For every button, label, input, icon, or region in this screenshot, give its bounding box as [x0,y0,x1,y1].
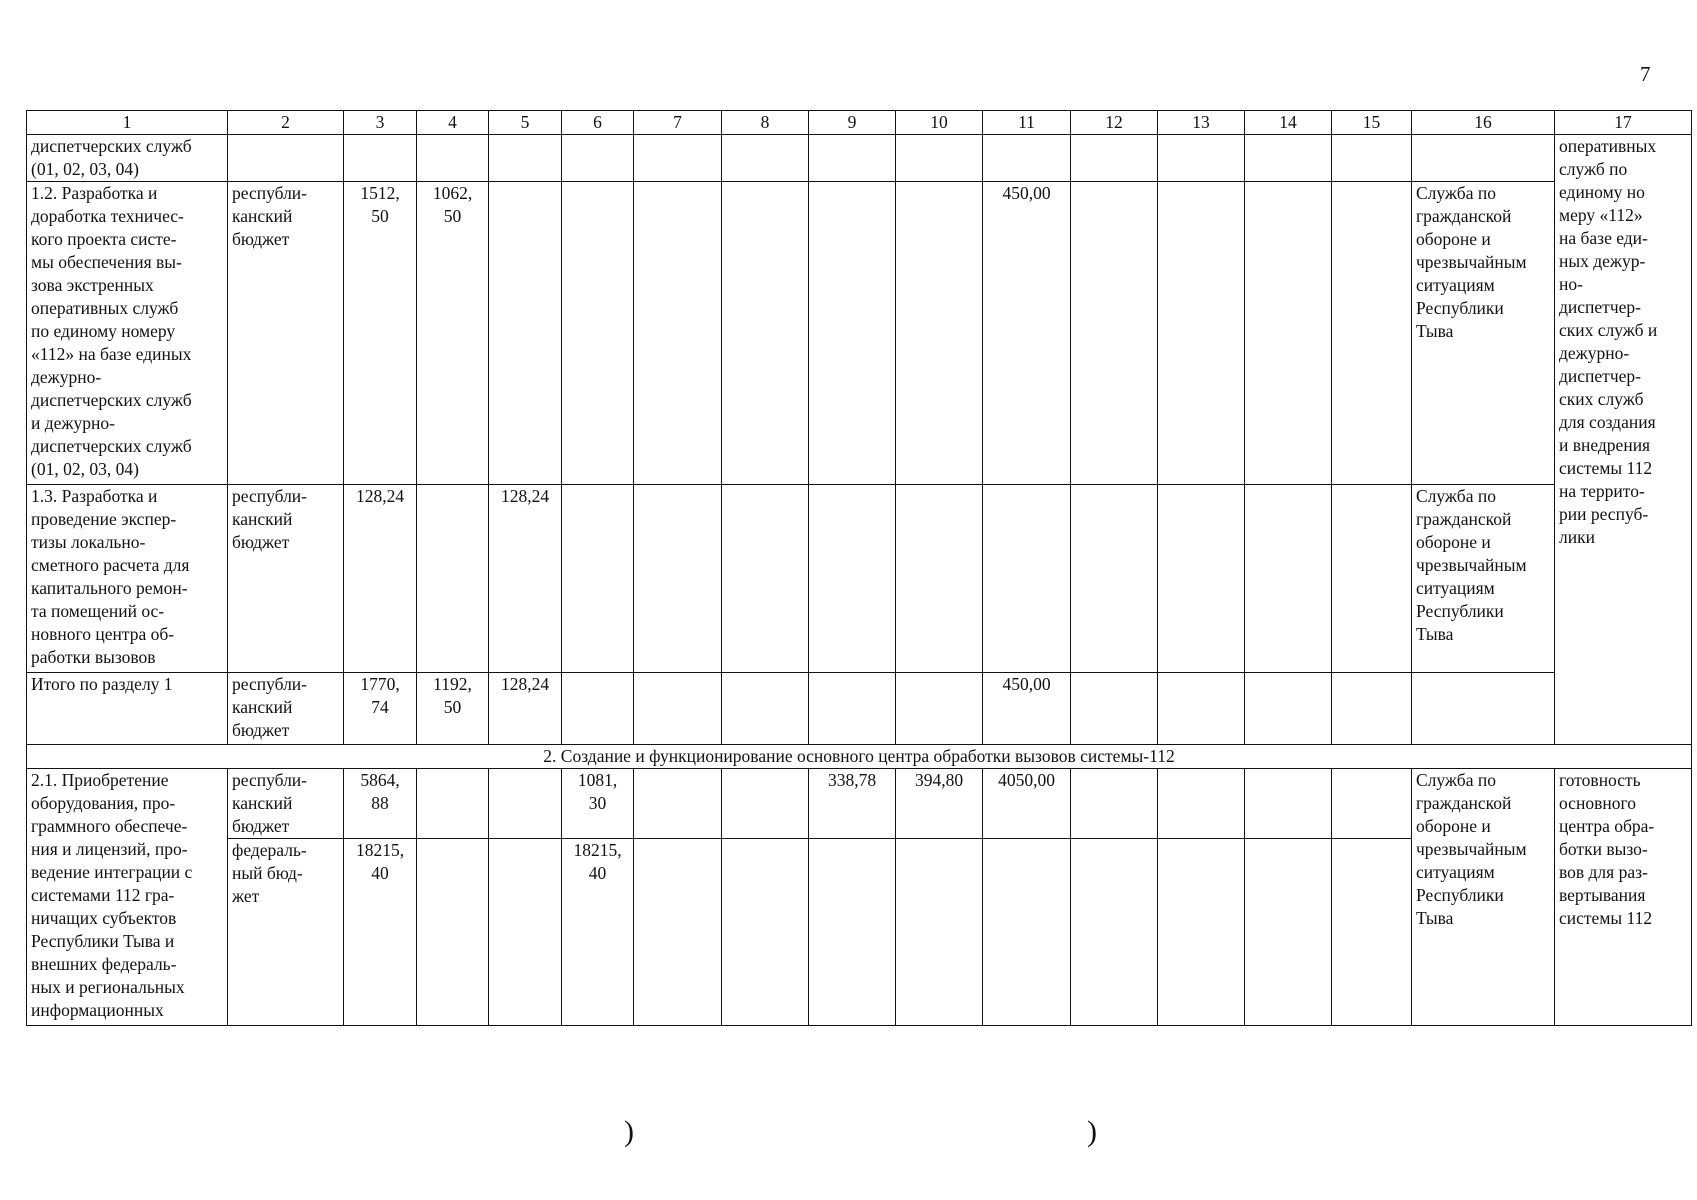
column-number-row [27,111,1692,135]
table-cell [344,135,417,182]
table-cell [562,673,634,745]
table-cell [809,673,896,745]
table-cell [722,839,809,1026]
table-cell [1245,135,1332,182]
table-cell: 394,80 [896,769,983,839]
table-cell [1245,485,1332,673]
table-cell: 1770, 74 [344,673,417,745]
section-heading-row [27,745,1692,769]
table-cell [983,839,1071,1026]
table-cell [1071,839,1158,1026]
table-cell: 2.1. Приобретение оборудования, про- граммного обеспече- ния и лицензий, про- ведение интеграции с системами 112 гра- ничащих субъектов Республики Тыва и внешних федераль- ных и региональных информационных [27,769,228,1026]
table-cell: республи- канский бюджет [228,673,344,745]
column-header: 17 [1555,111,1692,135]
table-cell: 128,24 [344,485,417,673]
table-cell [489,135,562,182]
table-cell [1412,135,1555,182]
table-cell [489,769,562,839]
table-cell [634,485,722,673]
column-header: 2 [228,111,344,135]
table-cell [634,839,722,1026]
section-title: 2. Создание и функционирование основного центра обработки вызовов системы-112 [27,745,1692,769]
table-cell [1245,673,1332,745]
table-cell [809,135,896,182]
table-row-1-2 [27,182,1692,485]
column-header: 10 [896,111,983,135]
table-cell: 18215, 40 [562,839,634,1026]
table-cell [722,485,809,673]
table-cell [228,135,344,182]
table-cell [722,135,809,182]
table-cell [1158,839,1245,1026]
table-cell [562,485,634,673]
column-header: 9 [809,111,896,135]
budget-table [26,110,1692,1026]
table-cell: 128,24 [489,485,562,673]
column-header: 13 [1158,111,1245,135]
column-header: 16 [1412,111,1555,135]
table-cell [1158,182,1245,485]
table-cell [1332,769,1412,839]
column-header: 11 [983,111,1071,135]
column-header: 5 [489,111,562,135]
table-cell [634,769,722,839]
table-cell: Служба по гражданской обороне и чрезвычайным ситуациям Республики Тыва [1412,182,1555,485]
table-cell: республи- канский бюджет [228,485,344,673]
table-cell [722,673,809,745]
table-cell [896,135,983,182]
table-cell [417,485,489,673]
table-cell: 5864, 88 [344,769,417,839]
table-cell [896,485,983,673]
table-cell [1071,182,1158,485]
table-cell: 338,78 [809,769,896,839]
table-row-2-1 [27,769,1692,839]
table-row-1-3 [27,485,1692,673]
table-cell [1245,839,1332,1026]
table-cell [722,182,809,485]
table-cell [634,673,722,745]
table-cell [1332,485,1412,673]
column-header: 12 [1071,111,1158,135]
table-cell [1158,135,1245,182]
column-header: 6 [562,111,634,135]
table-cell [489,182,562,485]
table-cell: Итого по разделу 1 [27,673,228,745]
table-cell: 1512, 50 [344,182,417,485]
table-cell [983,135,1071,182]
table-cell [1071,135,1158,182]
table-cell [1245,182,1332,485]
column-header: 1 [27,111,228,135]
table-cell [809,839,896,1026]
table-cell: 4050,00 [983,769,1071,839]
table-cell [489,839,562,1026]
scan-mark: ) [1087,1115,1097,1148]
table-cell: республи- канский бюджет [228,182,344,485]
table-cell: республи- канский бюджет [228,769,344,839]
table-cell [1332,839,1412,1026]
column-header: 8 [722,111,809,135]
table-cell: 450,00 [983,673,1071,745]
column-header: 7 [634,111,722,135]
table-cell [1332,135,1412,182]
table-cell: Служба по гражданской обороне и чрезвычайным ситуациям Республики Тыва [1412,769,1555,1026]
table-cell [417,135,489,182]
table-cell [809,182,896,485]
table-cell: 128,24 [489,673,562,745]
table-cell [896,182,983,485]
table-row-total-section1 [27,673,1692,745]
column-header: 4 [417,111,489,135]
scan-mark: ) [624,1115,634,1148]
table-cell: 1081, 30 [562,769,634,839]
page-number: 7 [1640,62,1651,86]
table-cell: 1062, 50 [417,182,489,485]
column-header: 14 [1245,111,1332,135]
table-cell [1071,769,1158,839]
column-header: 3 [344,111,417,135]
table-cell [417,839,489,1026]
table-cell [1158,769,1245,839]
table-cell [1158,673,1245,745]
column-header: 15 [1332,111,1412,135]
table-cell [722,769,809,839]
table-cell: 18215, 40 [344,839,417,1026]
result-cell-section2: готовность основного центра обра- ботки вызо- вов для раз- вертывания системы 112 [1555,769,1692,1026]
table-cell [562,182,634,485]
table-cell [1332,182,1412,485]
table-cell: 450,00 [983,182,1071,485]
table-cell: федераль- ный бюд- жет [228,839,344,1026]
table-cell [634,182,722,485]
table-cell [809,485,896,673]
table-cell: 1.3. Разработка и проведение экспер- тизы локально- сметного расчета для капитального ремон- та помещений ос- новного центра об- работки вызовов [27,485,228,673]
table-cell [562,135,634,182]
table-cell: Служба по гражданской обороне и чрезвычайным ситуациям Республики Тыва [1412,485,1555,673]
table-cell [896,673,983,745]
table-cell: диспетчерских служб (01, 02, 03, 04) [27,135,228,182]
table-cell: 1.2. Разработка и доработка техничес- кого проекта систе- мы обеспечения вы- зова экстренных оперативных служб по единому номеру «112» на базе единых дежурно- диспетчерских служб и дежурно- диспетчерских служб (01, 02, 03, 04) [27,182,228,485]
table-cell [634,135,722,182]
table-cell [417,769,489,839]
table-cell [896,839,983,1026]
table-cell [1071,673,1158,745]
table-cell [983,485,1071,673]
table-cell [1158,485,1245,673]
result-cell-section1: оперативных служб по единому но меру «112» на базе еди- ных дежур- но- диспетчер- ских служб и дежурно- диспетчер- ских служб для создания и внедрения системы 112 на террито- рии респуб- лики [1555,135,1692,745]
table-cell [1332,673,1412,745]
table-row-continuation [27,135,1692,182]
table-cell [1412,673,1555,745]
table-cell [1071,485,1158,673]
table-cell: 1192, 50 [417,673,489,745]
table-cell [1245,769,1332,839]
